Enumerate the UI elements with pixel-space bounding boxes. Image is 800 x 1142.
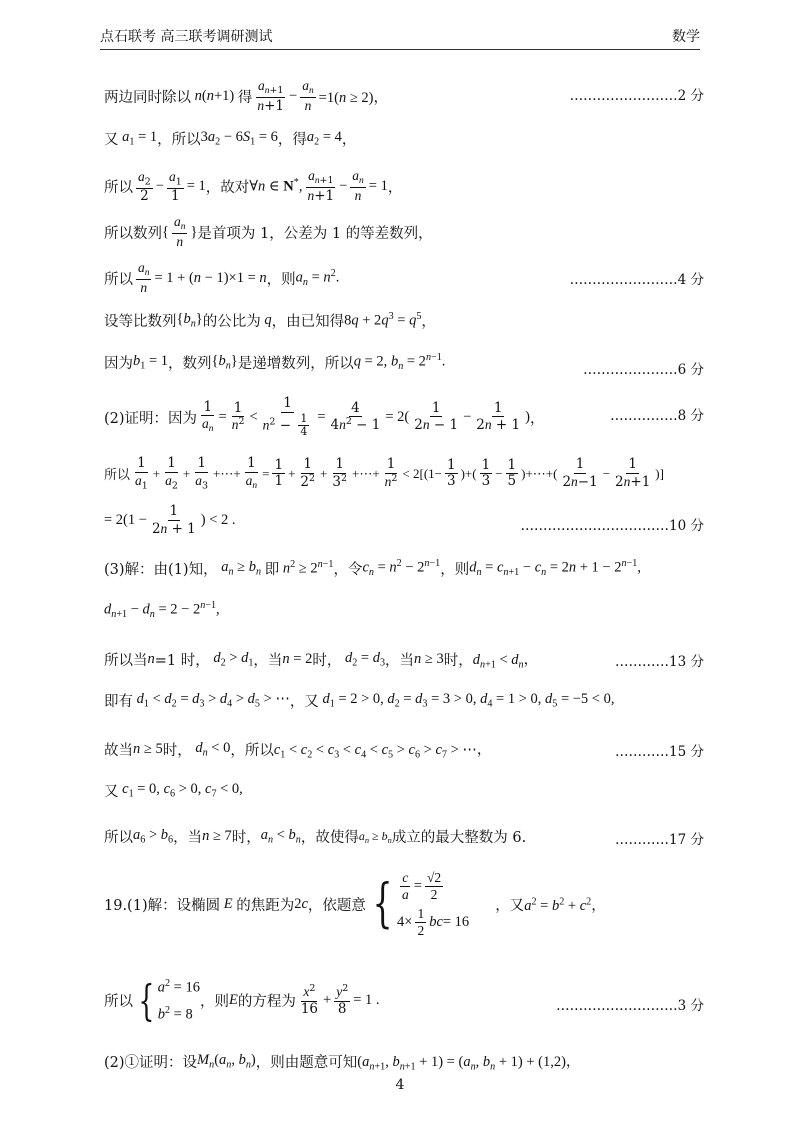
line-12: $d_{n+1} - d_n = 2 - 2^{n-1}$, bbox=[104, 600, 220, 621]
line-19: 所以 { $a^2 = 16$ $b^2 = 8$ ，则 E 的方程为 $\frac{x^2}{16}$ + $\frac{y^2}{8}$ = 1 . bbox=[104, 975, 380, 1025]
score-17: …………17 分 bbox=[615, 832, 704, 848]
score-6: …………………6 分 bbox=[583, 362, 704, 378]
score-13: …………13 分 bbox=[615, 654, 704, 670]
line-1: 两边同时除以 n(n+1) 得 $\frac{a_{n+1}}{n+1}$ − $\frac{a_n}{n}$ =1(n ≥ 2)， bbox=[104, 78, 388, 115]
line-20: (2)①证明：设 $M_n(a_n$, $b_n$) ，则由题意可知 ($a_{n+1}$, $b_{n+1} + 1) = (a_n$, $b_n + 1) + (1,2)$， bbox=[104, 1052, 581, 1073]
header-right: 数学 bbox=[672, 29, 700, 45]
score-8: ……………8 分 bbox=[610, 408, 704, 424]
header-left: 点石联考 高三联考调研测试 bbox=[100, 29, 273, 45]
line-2: 又 $a_1 = 1$ ，所以 $3a_2 - 6S_1 = 6$ ，得 $a_2 = 4$ ， bbox=[104, 129, 357, 148]
line-13: 所以当 n =1 时， $d_2 > d_1$ ，当 n = 2 时， $d_2 = d_3$ ，当 n ≥ 3 时， $d_{n+1} < d_n$， bbox=[104, 650, 539, 671]
line-7: 因为 $b_1 = 1$ ，数列 $\{b_n\}$ 是递增数列，所以 q = 2, $b_n = 2^{n-1}$. bbox=[104, 352, 446, 373]
line-17: 所以 $a_6 > b_6$ ，当 n ≥ 7 时， $a_n < b_n$ ，故使得 $a_n \ge b_n$ 成立的最大整数为 6. bbox=[104, 827, 527, 846]
line-11: (3)解：由(1)知， $a_n \ge b_n$ 即 $n^2 \ge 2^{n-1}$ ，令 $c_n = n^2 - 2^{n-1}$ ，则 $d_n = c_{n+1} - c_n = 2n + 1 - 2^{n-1}$, bbox=[104, 558, 641, 579]
line-6: 设等比数列 $\{b_n\}$ 的公比为 q ，由已知得 $8q + 2q^3 = q^5$ ， bbox=[104, 311, 436, 330]
line-4: 所以数列 { $\frac{a_n}{n}$ } 是首项为 1，公差为 1 的等差数列， bbox=[104, 214, 433, 250]
score-2: ……………………2 分 bbox=[569, 88, 704, 104]
score-10: ……………………………10 分 bbox=[520, 518, 704, 534]
score-3: ………………………3 分 bbox=[556, 998, 704, 1014]
score-15: …………15 分 bbox=[615, 744, 704, 760]
line-10: = 2(1 − $\frac{1}{2n + 1}$ ) < 2 . bbox=[104, 503, 236, 537]
line-16: 又 $c_1 = 0$, $c_6 > 0$, $c_7 < 0$, bbox=[104, 781, 243, 800]
line-5: 所以 $\frac{a_n}{n}$ = 1 + (n − 1)×1 = n ，则 $a_n = n^2$. bbox=[104, 260, 340, 296]
line-14: 即有 $d_1 < d_2 = d_3 > d_4 > d_5$ > ⋯ ，又 $d_1 = 2 > 0$, $d_2 = d_3 = 3 > 0$, $d_4 = 1 > 0$, $d_5 = -5 < 0$, bbox=[104, 691, 615, 710]
score-4: ……………………4 分 bbox=[569, 272, 704, 288]
line-8: (2)证明：因为 $\frac{1}{a_n}$ = $\frac{1}{n^2}$ < 1 $n^2$ − $\frac{1}{4}$ = $\frac{4}{4n^2 - 1}$ = 2( $\frac{1}{2n - 1}$ − $\frac{1}{2n + 1}$ ) ， bbox=[104, 395, 545, 439]
line-9: 所以 $\frac{1}{a_1}$ + $\frac{1}{a_2}$ + $\frac{1}{a_3}$ +⋯+ $\frac{1}{a_n}$ = $\frac{1}{1}$ + $\frac{1}{2^2}$ + $\frac{1}{3^2}$ +⋯+ $\frac{1}{n^2}$ < 2[(1− $\frac{1}{3}$ )+( $\frac{1}{3}$ − $\frac{1}{5}$ )+⋯+( $\frac{1}{2n-1}$ − $\frac{1}{2n+1}$ )] bbox=[104, 455, 664, 491]
line-15: 故当 n ≥ 5 时， $d_n < 0$ ，所以 $c_1 < c_2 < c_3 < c_4 < c_5 > c_6 > c_7$ > ⋯， bbox=[104, 740, 492, 761]
page-number: 4 bbox=[395, 1077, 405, 1093]
line-3: 所以 $\frac{a_2}{2}$ − $\frac{a_1}{1}$ = 1 ，故对 ∀n ∈ N*, $\frac{a_{n+1}}{n+1}$ − $\frac{a_n}{n}$ = 1 ， bbox=[104, 168, 403, 205]
page-header bbox=[100, 24, 700, 50]
line-18: 19.(1)解：设椭圆 E 的焦距为 2c ，依题意 { $\frac{c}{a}$ = $\frac{√2}{2}$ 4× $\frac{1}{2}$ bc = 16 ，又 $a^2 = b^2 + c^2$， bbox=[104, 870, 606, 938]
